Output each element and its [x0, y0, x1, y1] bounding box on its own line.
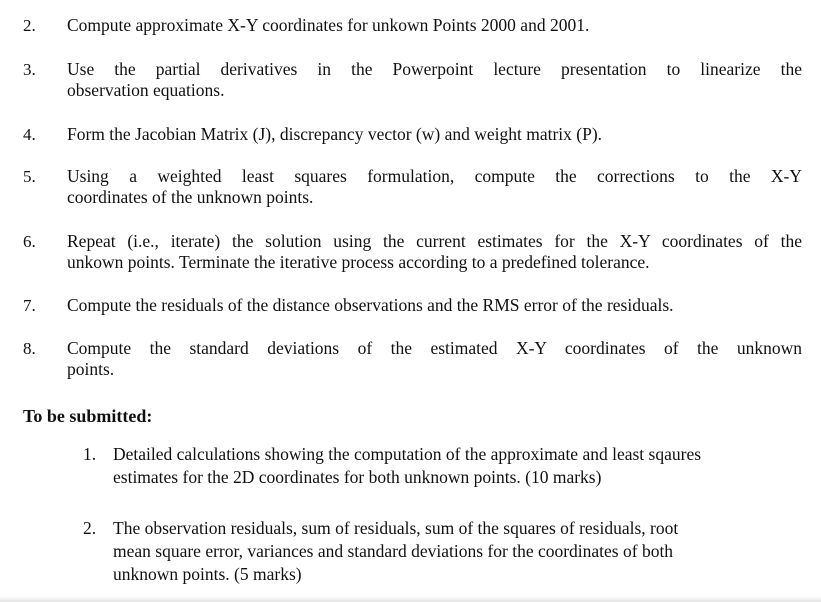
step-line: Compute the residuals of the distance observations and the RMS error of the residuals.	[67, 295, 674, 315]
step-number: 2.	[23, 16, 36, 35]
step-text	[67, 338, 802, 380]
step-text	[67, 231, 802, 273]
step-text	[67, 295, 802, 316]
step-number: 4.	[23, 125, 36, 144]
step-number: 8.	[23, 339, 36, 358]
step-line: Compute the standard deviations of the estimated X-Y coordinates of the unknown	[67, 338, 802, 358]
step-text	[67, 59, 802, 101]
page-bottom-shadow	[0, 596, 821, 602]
submission-line: Detailed calculations showing the computation of the approximate and least sqaures	[113, 444, 702, 464]
step-line: observation equations.	[67, 80, 225, 100]
step-line: points.	[67, 359, 115, 379]
submission-line: unknown points. (5 marks)	[113, 564, 302, 584]
submission-number: 1.	[83, 444, 97, 464]
submission-heading: To be submitted:	[23, 406, 153, 426]
step-line: Form the Jacobian Matrix (J), discrepancy vector (w) and weight matrix (P).	[67, 124, 603, 144]
step-line: Using a weighted least squares formulation, compute the corrections to the X-Y	[67, 166, 802, 186]
step-line: unkown points. Terminate the iterative process according to a predefined tolerance.	[67, 252, 650, 272]
submission-line: estimates for the 2D coordinates for both unknown points. (10 marks)	[113, 467, 602, 487]
submission-text	[113, 443, 803, 489]
submission-text	[113, 517, 803, 586]
step-line: Compute approximate X-Y coordinates for unkown Points 2000 and 2001.	[67, 15, 590, 35]
step-line: Repeat (i.e., iterate) the solution using the current estimates for the X-Y coordinates of the	[67, 231, 802, 251]
step-line: Use the partial derivatives in the Powerpoint lecture presentation to linearize the	[67, 59, 802, 79]
step-text	[67, 15, 802, 36]
step-text	[67, 124, 802, 145]
step-number: 7.	[23, 296, 36, 315]
submission-number: 2.	[83, 518, 97, 538]
step-number: 6.	[23, 232, 36, 251]
submission-line: mean square error, variances and standard deviations for the coordinates of both	[113, 541, 674, 561]
step-text	[67, 166, 802, 208]
submission-line: The observation residuals, sum of residuals, sum of the squares of residuals, root	[113, 518, 679, 538]
step-line: coordinates of the unknown points.	[67, 187, 314, 207]
step-number: 3.	[23, 60, 36, 79]
step-number: 5.	[23, 167, 36, 186]
